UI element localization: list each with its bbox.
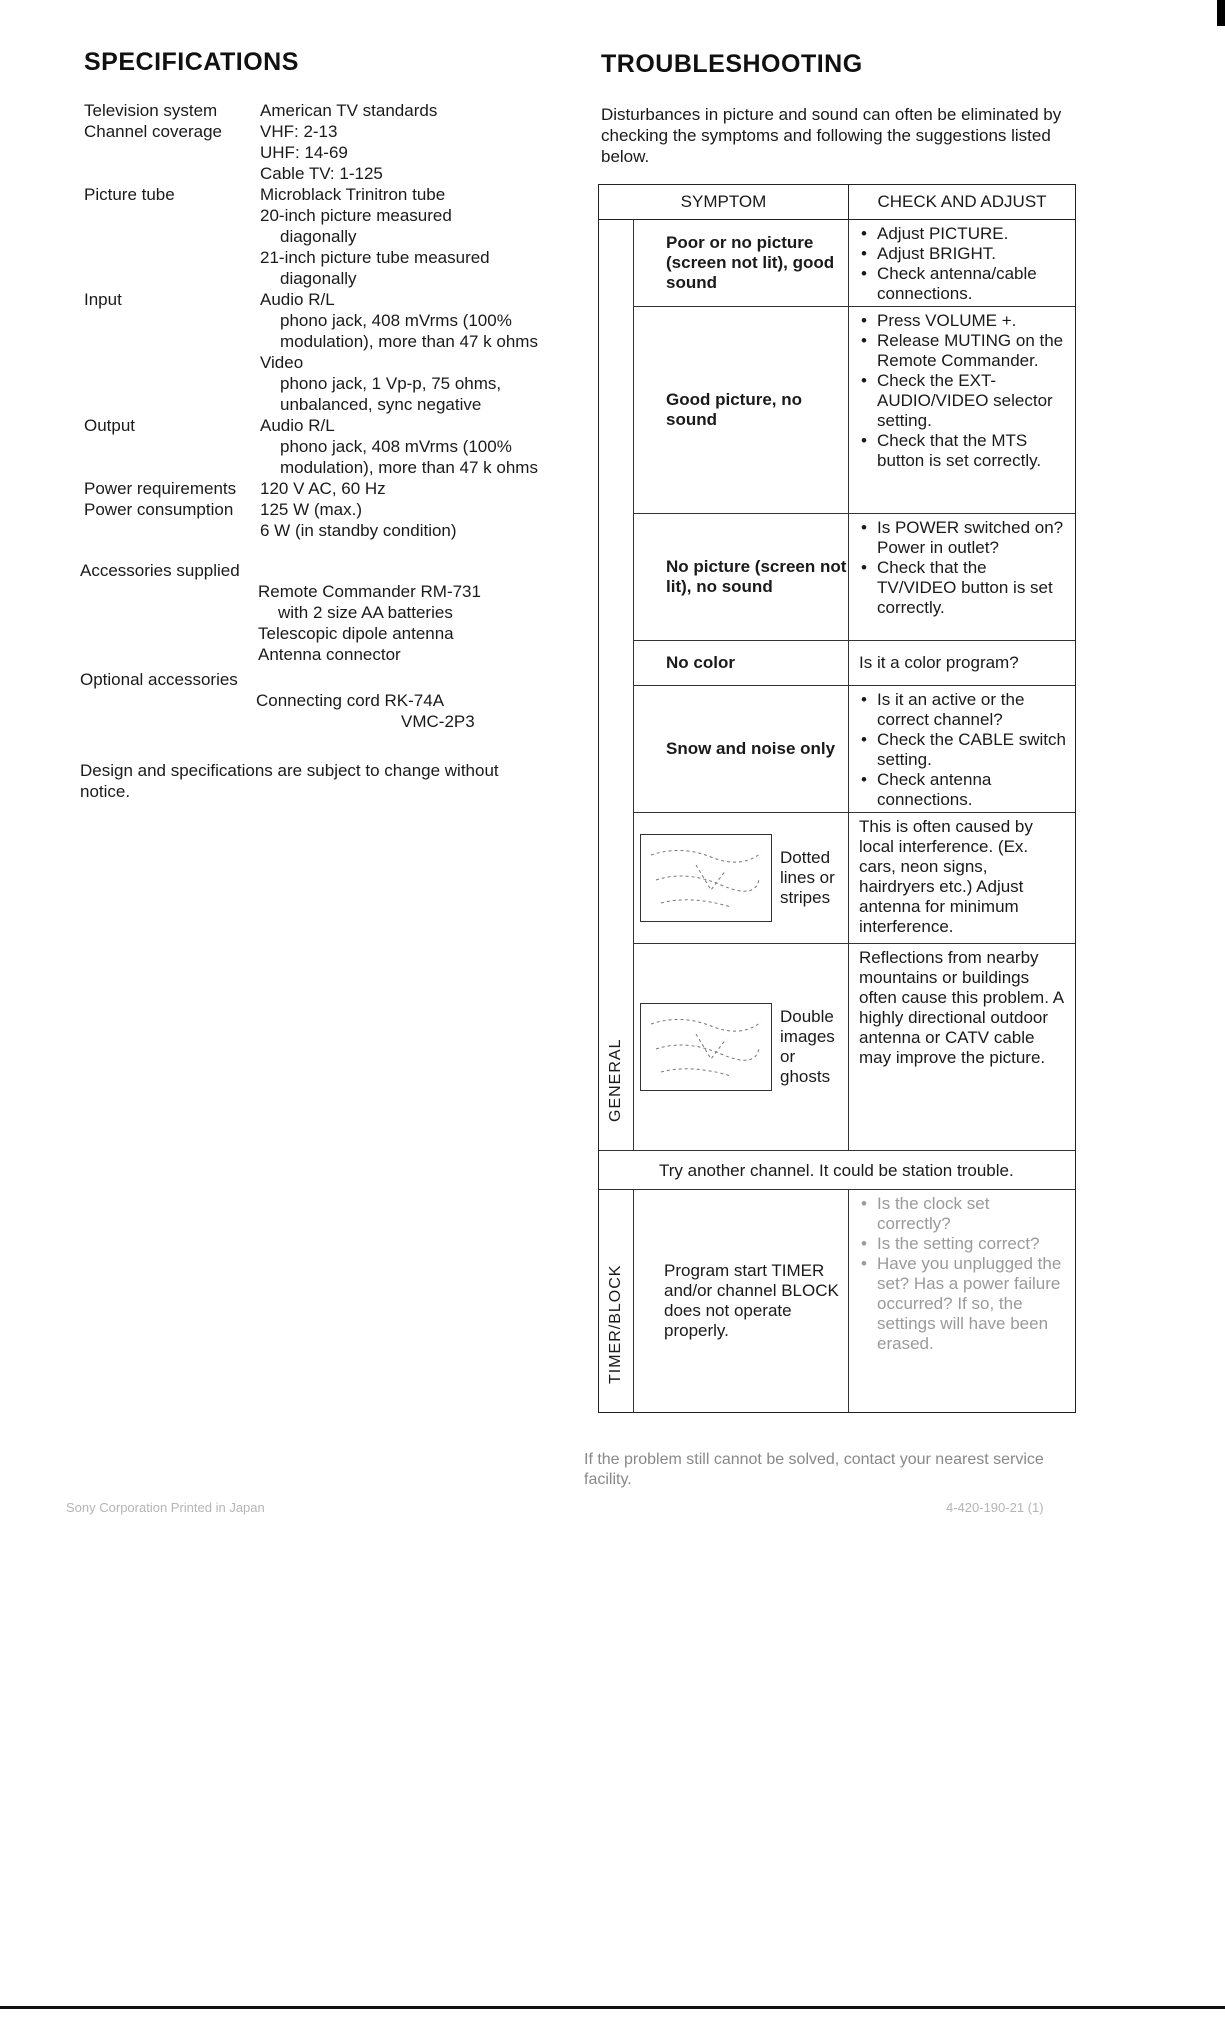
spec-label: Output — [84, 416, 136, 435]
table-row — [634, 686, 1075, 813]
spec-row — [84, 184, 584, 289]
try-another-channel: Try another channel. It could be station trouble. — [599, 1151, 1075, 1190]
spec-row — [84, 499, 584, 541]
spec-row — [84, 100, 584, 121]
spec-row — [84, 478, 584, 499]
spec-value: unbalanced, sync negative — [280, 395, 482, 414]
timer-block-section — [599, 1190, 1075, 1412]
spec-values — [260, 289, 538, 415]
spec-value: phono jack, 408 mVrms (100% — [280, 311, 512, 330]
timer-checks — [849, 1190, 1075, 1412]
accessory-item: Telescopic dipole antenna — [258, 624, 454, 643]
check-item: • Is the setting correct? — [859, 1234, 1067, 1254]
spec-values — [260, 100, 437, 121]
check-item: • Adjust BRIGHT. — [859, 244, 1067, 264]
specifications-list — [84, 100, 584, 541]
check-item: • Check that the MTS button is set correctly. — [859, 431, 1067, 471]
troubleshooting-title: TROUBLESHOOTING — [601, 50, 863, 78]
symptom-text: Dotted lines or stripes — [780, 848, 835, 907]
spec-values — [260, 499, 457, 541]
symptom-cell: No color — [634, 641, 849, 685]
spec-value: modulation), more than 47 k ohms — [280, 458, 538, 477]
table-row — [634, 307, 1075, 514]
timer-symptom: Program start TIMER and/or channel BLOCK does not operate properly. — [634, 1190, 849, 1412]
spec-value: phono jack, 1 Vp-p, 75 ohms, — [280, 374, 502, 393]
accessory-item: with 2 size AA batteries — [278, 603, 453, 622]
check-text: This is often caused by local interference. (Ex. cars, neon signs, hairdryers etc.) Adjust antenna for minimum interference. — [859, 817, 1033, 936]
table-row — [634, 220, 1075, 307]
spec-value: American TV standards — [260, 101, 438, 120]
check-cell — [849, 686, 1075, 812]
design-note: Design and specifications are subject to change without notice. — [80, 761, 499, 801]
check-text: Reflections from nearby mountains or buildings often cause this problem. A highly directional outdoor antenna or CATV cable may improve the picture. — [859, 948, 1064, 1067]
symptom-cell: Good picture, no sound — [634, 307, 849, 513]
spec-value: UHF: 14-69 — [260, 143, 348, 162]
spec-values — [260, 478, 386, 499]
spec-values — [260, 184, 490, 289]
general-section-label: GENERAL — [599, 220, 634, 1150]
page-bottom-line — [0, 2006, 1225, 2009]
spec-value: 120 V AC, 60 Hz — [260, 479, 386, 498]
troubleshooting-table — [598, 184, 1076, 1413]
spec-label: Input — [84, 290, 122, 309]
spec-value: modulation), more than 47 k ohms — [280, 332, 538, 351]
check-text: Is it a color program? — [859, 653, 1019, 672]
spec-value: Video — [260, 353, 304, 372]
check-item: • Press VOLUME +. — [859, 311, 1067, 331]
spec-value: diagonally — [280, 227, 357, 246]
optional-list — [80, 690, 580, 732]
check-item: • Is the clock set correctly? — [859, 1194, 1067, 1234]
check-cell — [849, 813, 1075, 943]
check-item: • Check antenna/cable connections. — [859, 264, 1067, 304]
spec-value: Cable TV: 1-125 — [260, 164, 383, 183]
spec-value: diagonally — [280, 269, 357, 288]
check-item: • Have you unplugged the set? Has a power failure occurred? If so, the settings will have been erased. — [859, 1254, 1067, 1354]
spec-value: Audio R/L — [260, 290, 335, 309]
check-adjust-header: CHECK AND ADJUST — [877, 192, 1047, 211]
spec-value: 125 W (max.) — [260, 500, 363, 519]
general-rows — [634, 220, 1075, 1150]
symptom-cell — [634, 944, 849, 1150]
check-item: • Release MUTING on the Remote Commander. — [859, 331, 1067, 371]
table-row — [634, 641, 1075, 686]
spec-label: Power requirements — [84, 479, 237, 498]
spec-value: VHF: 2-13 — [260, 122, 338, 141]
symptom-text: Double images or ghosts — [780, 1007, 835, 1086]
spec-row — [84, 289, 584, 415]
check-item: • Check the CABLE switch setting. — [859, 730, 1067, 770]
page-edge-mark — [1217, 0, 1225, 26]
spec-value: Microblack Trinitron tube — [260, 185, 446, 204]
spec-label: Picture tube — [84, 185, 175, 204]
symptom-cell: Snow and noise only — [634, 686, 849, 812]
footer-right: 4-420-190-21 (1) — [946, 1500, 1044, 1515]
symptom-cell: No picture (screen not lit), no sound — [634, 514, 849, 640]
service-note: If the problem still cannot be solved, contact your nearest service facility. — [584, 1451, 1044, 1488]
specifications-title: SPECIFICATIONS — [84, 48, 299, 76]
spec-value: 6 W (in standby condition) — [260, 521, 457, 540]
accessories-label: Accessories supplied — [80, 561, 240, 580]
spec-values — [260, 121, 383, 184]
symptom-cell — [634, 813, 849, 943]
check-cell — [849, 641, 1075, 685]
check-item: • Check the EXT-AUDIO/VIDEO selector setting. — [859, 371, 1067, 431]
spec-label: Television system — [84, 101, 218, 120]
footer-left: Sony Corporation Printed in Japan — [66, 1500, 265, 1515]
accessory-item: Remote Commander RM-731 — [258, 582, 481, 601]
accessories-list — [80, 581, 580, 665]
table-row — [634, 813, 1075, 944]
check-cell — [849, 220, 1075, 306]
dotted-lines-illustration — [640, 834, 772, 922]
spec-row — [84, 415, 584, 478]
check-cell — [849, 307, 1075, 513]
general-section — [599, 220, 1075, 1151]
troubleshooting-intro: Disturbances in picture and sound can often be eliminated by checking the symptoms and following the suggestions listed below. — [601, 105, 1062, 166]
spec-value: 21-inch picture tube measured — [260, 248, 490, 267]
table-row — [634, 514, 1075, 641]
check-item: • Adjust PICTURE. — [859, 224, 1067, 244]
symptom-cell: Poor or no picture (screen not lit), good sound — [634, 220, 849, 306]
spec-value: 20-inch picture measured — [260, 206, 452, 225]
table-header — [599, 185, 1075, 220]
spec-values — [260, 415, 538, 478]
accessory-item: VMC-2P3 — [401, 712, 475, 731]
timer-block-rows — [634, 1190, 1075, 1412]
check-cell — [849, 944, 1075, 1150]
accessory-item: Antenna connector — [258, 645, 401, 664]
spec-value: phono jack, 408 mVrms (100% — [280, 437, 512, 456]
spec-label: Channel coverage — [84, 122, 222, 141]
check-item: • Is it an active or the correct channel? — [859, 690, 1067, 730]
symptom-header: SYMPTOM — [599, 185, 849, 219]
spec-row — [84, 121, 584, 184]
spec-label: Power consumption — [84, 500, 234, 519]
check-item: • Check that the TV/VIDEO button is set correctly. — [859, 558, 1067, 618]
table-row — [634, 1190, 1075, 1412]
timer-block-section-label: TIMER/BLOCK — [599, 1190, 634, 1412]
table-row — [634, 944, 1075, 1150]
optional-label: Optional accessories — [80, 670, 238, 689]
accessory-item: Connecting cord RK-74A — [256, 691, 445, 710]
check-item: • Is POWER switched on? Power in outlet? — [859, 518, 1067, 558]
spec-value: Audio R/L — [260, 416, 335, 435]
check-cell — [849, 514, 1075, 640]
check-item: • Check antenna connections. — [859, 770, 1067, 810]
accessories-block — [80, 560, 580, 732]
ghost-images-illustration — [640, 1003, 772, 1091]
